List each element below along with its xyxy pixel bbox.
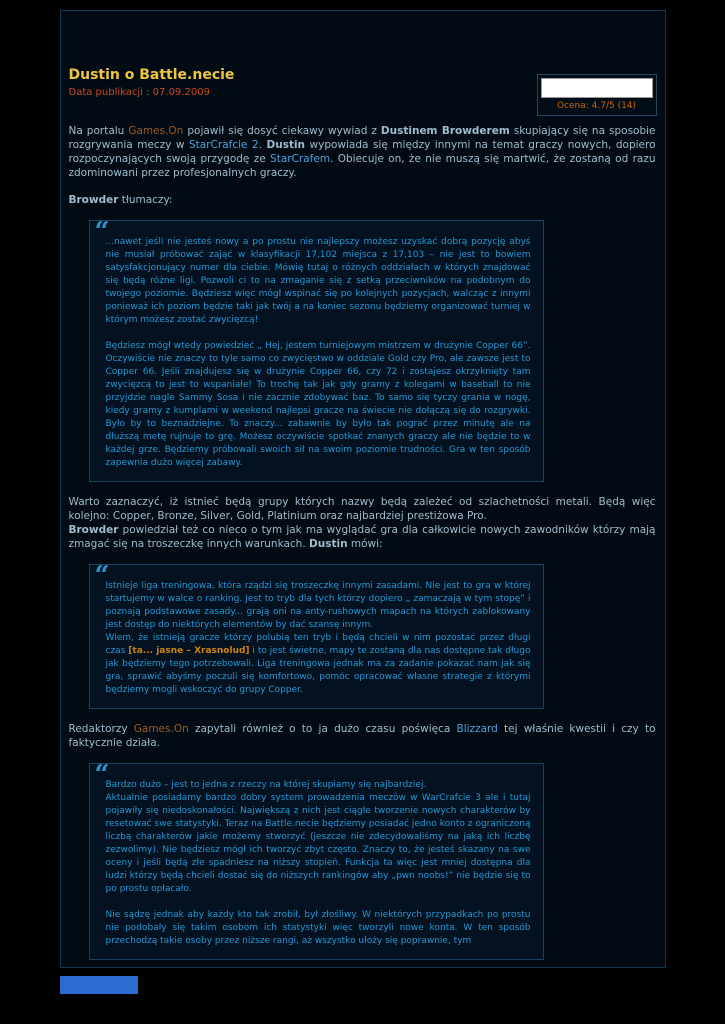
article-body xyxy=(69,124,656,960)
intro-paragraph xyxy=(69,124,656,180)
article-page xyxy=(60,10,666,968)
footer-button-partial[interactable] xyxy=(60,976,138,994)
text-segment: skupiający się na sposobie rozgrywania meczy w xyxy=(68,125,656,151)
quote-paragraph: Aktualnie posiadamy bardzo dobry system prowadzenia meczów w WarCrafcie 3 ale i tutaj pojawiły się niedoskonałości. Największą z nich jest ciągłe tworzenie nowych charakterów by resetować swe statystyki. Teraz na Battle.necie będziemy posiadać jedno konto z ograniczoną liczbą charakterów jakie możemy stworzyć (jeszcze nie zdecydowaliśmy na jaką ich liczbę zezwolimy). Nie będziesz mógł ich tworzyć zbyt często. Znaczy to, że jesteś skazany na swe oceny i jeśli będą złe spadniesz na niższy stopień. Funkcja ta więc jest mniej dostępna dla ludzi którzy będą chcieli dostać się do niższych rankingów aby „pwn noobs!” nie będzie się to po prostu opłacało. xyxy=(105,793,531,894)
quote-block-1 xyxy=(89,217,544,482)
dustin-name: Dustin xyxy=(266,139,306,151)
quote-block-2 xyxy=(89,561,544,709)
blizzard-link[interactable]: Blizzard xyxy=(456,723,498,735)
footer xyxy=(60,976,666,994)
dustin-browder-name: Dustinem Browderem xyxy=(380,125,510,137)
text-segment: i to jest świetne, mapy te zostaną dla nas dostępne tak długo jak będziemy tego potrzebowali. Liga treningowa jednak ma za zadanie pokazać nam jak się gra, sprawić abyśmy poczuli się komfortowo, pomóc opracować własne strategie z którymi będziemy mogli wskoczyć do grupy Copper. xyxy=(105,646,531,695)
quote-paragraph: Bardzo dużo – jest to jedna z rzeczy na której skupiamy się najbardziej. xyxy=(105,780,427,790)
text-segment: tej właśnie kwestii i czy to faktycznie działa. xyxy=(68,723,656,749)
rating-banner-image xyxy=(541,78,653,98)
starcraft2-link[interactable]: StarCrafcie 2 xyxy=(189,139,259,151)
browder-name: Browder xyxy=(68,524,119,536)
new-players-paragraph xyxy=(69,523,656,551)
quote-paragraph: ...nawet jeśli nie jesteś nowy a po prostu nie najlepszy możesz uzyskać dobrą pozycję abyś nie musiał próbować zająć w klasyfikacji 17,102 miejsca z 17,103 – nie jest to bowiem satysfakcjonujący numer dla ciebie. Mówię tutaj o różnych oddziałach w których znajdować się będą różne ligi. Pozwoli ci to na zmaganie się z setką przeciwników na podobnym do twojego poziomie. Będziesz więc mógł wspinać się po kolejnych pozycjach, walcząc z innymi ponieważ ich poziom będzie taki jak twój a na koniec sezonu będziemy organizować turniej w którym możesz zostać zwycięzcą! xyxy=(105,237,531,325)
games-on-link[interactable]: Games.On xyxy=(128,125,184,137)
text-segment: zapytali również o to ja dużo czasu poświęca xyxy=(188,723,457,735)
rating-label: Ocena: 4.7/5 (14) xyxy=(556,101,637,111)
quote-paragraph: Istnieje liga treningowa, która rządzi się troszeczkę innymi zasadami. Nie jest to gra w której startujemy w walce o ranking. Jest to tryb dla tych którzy dopiero „ zamaczają w tym stopę” i poznają podstawowe zasady... grają oni na anty-rushowych mapach na których zablokowany jest dostęp do niektórych elementów by dać szansę innym. xyxy=(105,581,531,630)
quote-lead-in xyxy=(69,193,656,207)
xrasnolud-editor-note: [ta... jasne – Xrasnolud] xyxy=(128,646,250,656)
quote-mark-icon: “ xyxy=(94,760,110,790)
dustin-name: Dustin xyxy=(309,538,348,550)
text-segment: . Obiecuje on, że nie muszą się martwić, że zostaną od razu zdominowani przez profesjonalnych graczy. xyxy=(68,153,656,179)
text-segment: . xyxy=(258,139,267,151)
quote-paragraph: Nie sądzę jednak aby każdy kto tak zrobił, był złośliwy. W niektórych przypadkach po prostu nie podobały się takim osobom ich statystyki więc tworzyli nowe konta. W ten sposób przechodzą takie osoby przez niższe rangi, aż wszystko ułoży się poprawnie, tym xyxy=(105,910,531,946)
games-on-link[interactable]: Games.On xyxy=(133,723,189,735)
page-title: Dustin o Battle.necie xyxy=(68,67,235,83)
leagues-paragraph: Warto zaznaczyć, iż istnieć będą grupy których nazwy będą zależeć od szlachetności metali. Będą więc kolejno: Copper, Bronze, Silver, Gold, Platinium oraz najbardziej prestiżowa Pro. xyxy=(68,496,656,522)
text-segment: Wiem, że istnieją gracze którzy polubią ten tryb i będą chcieli w nim pozostać przez długi czas xyxy=(105,633,531,656)
text-segment: wypowiada się między innymi na temat graczy nowych, dopiero rozpoczynających swoją przygodę ze xyxy=(68,139,656,165)
starcraft-link[interactable]: StarCrafem xyxy=(270,153,331,165)
quote-mark-icon: “ xyxy=(94,561,110,591)
quote-paragraph xyxy=(106,632,531,697)
publish-date: Data publikacji : 07.09.2009 xyxy=(68,87,210,98)
blizzard-paragraph xyxy=(69,722,656,750)
text-segment: Redaktorzy xyxy=(68,723,134,735)
quote-mark-icon: “ xyxy=(94,217,110,247)
text-segment: powiedział też co nieco o tym jak ma wyglądać gra dla całkowicie nowych zawodników którzy mają zmagać się na troszeczkę innych warunkach. xyxy=(68,524,656,550)
rating-widget xyxy=(537,74,657,116)
text-segment: Na portalu xyxy=(68,125,129,137)
browder-name: Browder xyxy=(68,194,119,206)
text-segment: mówi: xyxy=(347,538,383,550)
text-segment: tłumaczy: xyxy=(118,194,173,206)
quote-paragraph: Będziesz mógł wtedy powiedzieć „ Hej, jestem turniejowym mistrzem w drużynie Copper 66”. Oczywiście nie znaczy to tyle samo co zwycięstwo w oddziale Gold czy Pro, ale zawsze jest to Copper 66. Jeśli znajdujesz się w drużynie Copper 66, czy 72 i zostajesz okrzyknięty tam zwycięzcą to jest to wspaniałe! To trochę tak jak gdy gramy z kolegami w baseball to nie przyjdzie nagle Sammy Sosa i nie zacznie zdobywać baz. To samo się tyczy grania w nogę, kiedy gramy z kumplami w weekend najlepsi gracze na świecie nie dołączą się do rozgrywki. Było by to beznadziejne. To znaczy... zabawnie by było tak pograć przez minutę ale na dłuższą metę rujnuje to grę. Możesz oczywiście spotkać znanych graczy ale nie będzie to w każdej grze. Będziemy próbowali swoich sił na swoim poziomie trudności. Gra w ten sposób zapewnia dużo więcej zabawy. xyxy=(105,341,531,468)
quote-block-3 xyxy=(89,760,544,960)
text-segment: pojawił się dosyć ciekawy wywiad z xyxy=(183,125,381,137)
